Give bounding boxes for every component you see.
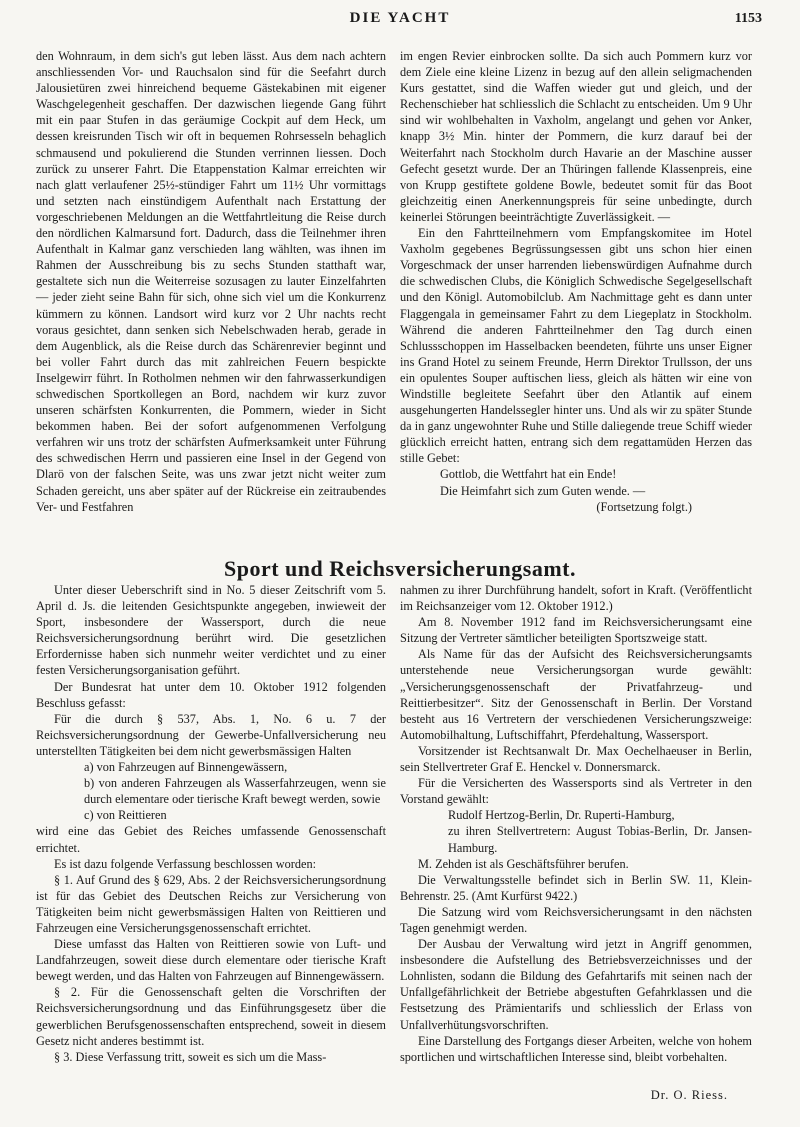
- column-top-right: [400, 48, 752, 515]
- verse-line: Die Heimfahrt sich zum Guten wende. —: [440, 483, 646, 498]
- paragraph: Unter dieser Ueberschrift sind in No. 5 dieser Zeitschrift vom 5. April d. Js. die leitenden Gesichtspunkte angegeben, inwieweit der Sport, insbesondere der Wassersport, durch die neue Reichsversicherungsordnung berührt wird. Die gesetzlichen Erfordernisse haben sich nunmehr weiter verdichtet und zu einer festen Versicherungsorganisation geführt.: [36, 583, 386, 678]
- paragraph: M. Zehden ist als Geschäftsführer berufen.: [418, 856, 629, 871]
- running-head: [0, 10, 800, 32]
- paragraph: Als Name für das der Aufsicht des Reichsversicherungsamts unterstehende neue Versicherungsorgan wurde gewählt: „Versicherungsgenossenschaft der Privatfahrzeug- und Reittierbesitzer“. Sitz der Genossenschaft in Berlin. Der Vorstand besteht aus 16 Vertretern der verschiedenen Versicherungszweige: Automobilhaltung, Luftschiffahrt, Pferdehaltung, Wassersport.: [400, 647, 752, 742]
- verse-line: Gottlob, die Wettfahrt hat ein Ende!: [440, 467, 617, 482]
- paragraph: Diese umfasst das Halten von Reittieren sowie von Luft- und Landfahrzeugen, soweit diese durch elementare oder tierische Kraft bewegt werden, und das Halten von Fahrzeugen auf Binnengewässern.: [36, 937, 386, 984]
- paragraph: § 2. Für die Genossenschaft gelten die Vorschriften der Reichsversicherungsordnung und das Einführungsgesetz über die gewerblichen Berufsgenossenschaften entsprechend, soweit in diesem Gesetz nicht anderes bestimmt ist.: [36, 985, 386, 1048]
- list-item: b) von anderen Fahrzeugen als Wasserfahrzeugen, wenn sie durch elementare oder tierische Kraft bewegt werden, sowie: [84, 776, 386, 807]
- paragraph: Für die durch § 537, Abs. 1, No. 6 u. 7 der Reichsversicherungsordnung der Gewerbe-Unfallversicherung neu unterstellten Tätigkeiten bei dem nicht gewerbsmässigen Halten: [36, 711, 386, 758]
- list-item: c) von Reittieren: [84, 808, 167, 823]
- paragraph: § 3. Diese Verfassung tritt, soweit es sich um die Mass-: [54, 1049, 327, 1064]
- author-signature: Dr. O. Riess.: [650, 1088, 728, 1102]
- column-bottom-right: [400, 582, 752, 1065]
- paragraph: Am 8. November 1912 fand im Reichsversicherungsamt eine Sitzung der Vertreter sämtlicher beteiligten Sportszweige statt.: [400, 615, 752, 646]
- paragraph: wird eine das Gebiet des Reiches umfassende Genossenschaft errichtet.: [36, 824, 386, 855]
- list-item: a) von Fahrzeugen auf Binnengewässern,: [84, 760, 288, 775]
- column-bottom-left: [36, 582, 386, 1065]
- continued-note: (Fortsetzung folgt.): [596, 499, 692, 514]
- paragraph: Der Ausbau der Verwaltung wird jetzt in Angriff genommen, insbesondere die Aufstellung des Betriebsverzeichnisses und der Lohnlisten, sodann die Bildung des Gefahrtarifs mit seinen nach der Unfallgefährlichkeit der Betriebe abgestuften Gefahrklassen und die Festsetzung des Prämientarifs und schliesslich der Erlass von Unfallverhütungsvorschriften.: [400, 937, 752, 1032]
- paragraph: § 1. Auf Grund des § 629, Abs. 2 der Reichsversicherungsordnung ist für das Gebiet des Deutschen Reichs zur Versicherung von Tätigkeiten beim nicht gewerbsmässigen Halten von Reittieren und Fahrzeugen eine Versicherungsgenossenschaft errichtet.: [36, 872, 386, 935]
- paragraph: nahmen zu ihrer Durchführung handelt, sofort in Kraft. (Veröffentlicht im Reichsanzeiger vom 12. Oktober 1912.): [400, 583, 752, 614]
- page-number: 1153: [734, 11, 762, 26]
- article-title: Sport und Reichsversicherungsamt.: [223, 556, 576, 581]
- paragraph: Der Bundesrat hat unter dem 10. Oktober 1912 folgenden Beschluss gefasst:: [36, 679, 386, 710]
- paragraph: Die Satzung wird vom Reichsversicherungsamt in den nächsten Tagen genehmigt werden.: [400, 904, 752, 935]
- list-item: Rudolf Hertzog-Berlin, Dr. Ruperti-Hamburg,: [448, 808, 675, 823]
- paragraph: Ein den Fahrtteilnehmern vom Empfangskomitee im Hotel Vaxholm gegebenes Begrüssungsessen gibt uns schon hier einen Vorgeschmack der unser harrenden liebenswürdigen Aufnahme durch die schwedischen Clubs, die Königlich Schwedische Segelgesellschaft und den Königl. Automobilclub. Am Nachmittage geht es dann unter Flaggengala in gemeinsamer Fahrt zu dem Liegeplatz in Stockholm. Während die anderen Fahrtteilnehmer den Tag durch einen Schlussschoppen im Hasselbacken beendeten, führte uns unser Eigner ins Grand Hotel zu seinem Freunde, Herrn Direktor Trullsson, der uns ein opulentes Souper auftischen liess, gleich als hätten wir eine von Windstille begleitete Seefahrt über den Atlantik auf einem ausgehungerten Handelssegler hinter uns. Und als wir zu später Stunde da in ganz ungewohnter Ruhe und Stille daliegende treue Schiff wieder glücklich erreicht hatten, entrang sich dem regattamüden Herzen das stille Gebet:: [400, 226, 752, 466]
- paragraph: Vorsitzender ist Rechtsanwalt Dr. Max Oechelhaeuser in Berlin, sein Stellvertreter Graf E. Henckel v. Donnersmarck.: [400, 743, 752, 775]
- paragraph: im engen Revier einbrocken sollte. Da sich auch Pommern kurz vor dem Ziele eine kleine Lizenz in bezug auf den allein seligmachenden Kurs gestattet, sind die Waffen wieder gut und gleich, und der Rechenschieber hat schliesslich die Schlacht zu entscheiden. Um 9 Uhr sind wir wohlbehalten in Vaxholm, angelangt und gehen vor Anker, knapp 3½ Min. hinter der Pommern, die kurz darauf bei der Weiterfahrt nach Stockholm durch Havarie an der Maschine ausser Gefecht gesetzt wurde. Der an Thüringen fallende Klassenpreis, eine von Krupp gestiftete goldene Bowle, bedeutet somit für das Boot gleichzeitig einen Anerkennungspreis für seine unbedingte, durch keinerlei Störungen beeinträchtigte Zuverlässigkeit. —: [400, 49, 752, 224]
- paragraph: Es ist dazu folgende Verfassung beschlossen worden:: [54, 856, 317, 871]
- paragraph: Eine Darstellung des Fortgangs dieser Arbeiten, welche von hohem sportlichen und wirtschaftlichen Interesse sind, bleibt vorbehalten.: [400, 1033, 752, 1064]
- paragraph: Die Verwaltungsstelle befindet sich in Berlin SW. 11, Klein-Behrenstr. 25. (Amt Kurfürst 9422.): [400, 872, 752, 903]
- journal-title: DIE YACHT: [349, 10, 451, 26]
- column-top-left: [36, 48, 386, 515]
- paragraph: Für die Versicherten des Wassersports sind als Vertreter in den Vorstand gewählt:: [400, 776, 752, 807]
- paragraph: den Wohnraum, in dem sich's gut leben lässt. Aus dem nach achtern anschliessenden Vor- und Rauchsalon sind für die Seefahrt durch Jalousietüren zwei hinreichend bequeme Gästekabinen mit eigener Waschgelegenheit geschaffen. Der dazwischen liegende Gang führt mit ein paar Stufen in das geräumige Cockpit auf dem Heck, um dessen kreisrunden Tisch wir oft in bequemen Rohrsesseln behaglich schmausend und pokulierend die Stunden verrinnen liessen. Doch zurück zu unserer Fahrt. Die Etappenstation Kalmar erreichten wir nach glatt verlaufener 25½-stündiger Fahrt um 11½ Uhr vormittags und setzten nach einstündigem Aufenthalt nach Erstattung der vorgeschriebenen Meldungen an die Wettfahrtleitung die Reise durch den nördlichen Kalmarsund fort. Dadurch, dass die Teilnehmer ihren Aufenthalt in Kalmar ganz verschieden lang wählten, was ihnen im Rahmen der Ausschreibung bis zu sechs Stunden statthaft war, gestaltete sich nun die Weiterreise sozusagen zu lauter Einzelfahrten — jeder zieht seine Bahn für sich, ohne sich viel um die Konkurrenz kümmern zu können. Landsort wird kurz vor 2 Uhr nachts recht voraus gesichtet, dann senken sich Nebelschwaden herab, gerade in dem Augenblick, als die Reise durch das Schärenrevier beginnt und bei voller Fahrt durch das mit zahlreichen Feuern bespickte Inselgewirr führt. In Rotholmen nehmen wir den fahrwasserkundigen schwedischen Sportkollegen an Bord, nachdem wir kurz zuvor unseren schärfsten Konkurrenten, die Pommern, wieder in Sicht bekommen haben. Bei der sofort aufgenommenen Verfolgung verfahren wir uns trotz der schärfsten Aufmerksamkeit unter Führung des schwedischen Herrn und passieren eine Insel in der Gegend von Dlarö von der falschen Seite, was uns zwar jetzt nicht weiter zum Schaden gereicht, uns aber später auf der Rückreise ein zeitraubendes Ver- und Festfahren: [36, 49, 386, 514]
- list-item: zu ihren Stellvertretern: August Tobias-Berlin, Dr. Jansen-Hamburg.: [448, 824, 752, 855]
